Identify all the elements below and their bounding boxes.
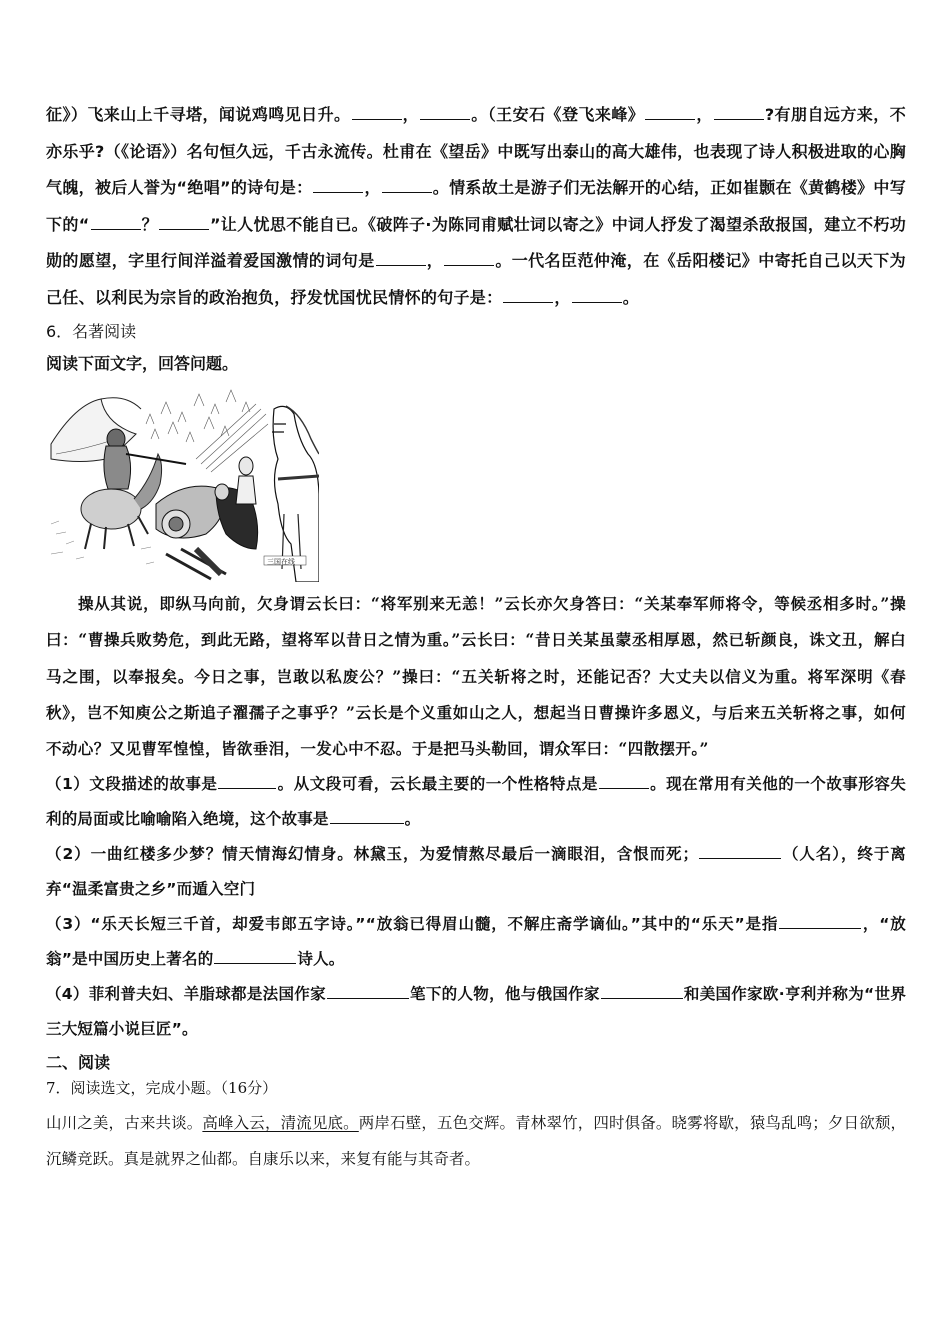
answer-blank[interactable]: [91, 214, 141, 230]
text-segment: （王安石《登飞来峰》: [487, 105, 645, 124]
text-segment: 。从文段可看，云长最主要的一个性格特点是: [277, 775, 598, 794]
section-2-title: 二、阅读: [46, 1053, 111, 1073]
answer-blank[interactable]: [503, 287, 553, 303]
answer-blank[interactable]: [572, 287, 622, 303]
answer-blank[interactable]: [714, 104, 764, 120]
text-segment: ，: [364, 178, 381, 197]
text-segment: 。: [404, 810, 421, 829]
answer-blank[interactable]: [699, 843, 781, 859]
text-segment: ，: [554, 287, 571, 307]
answer-blank[interactable]: [218, 773, 276, 789]
question-7-title: 7．阅读选文，完成小题。（16分）: [46, 1079, 278, 1098]
text-segment: 两岸石壁，五色交辉。青林翠竹，四时俱备。晓雾将歇，猿鸟乱鸣；夕日欲颓，沉鳞竞跃。真是就界之仙都。自康乐以来，来复有能与其奇者。: [46, 1114, 906, 1169]
text-segment: ?有朋自远方来，不亦乐乎?（《论语》）名句恒久远，千古永流传。杜甫在《望岳》中既写出泰山的高大雄伟，也表现了诗人积极进取的心胸气魄，被后人誉为“绝唱”的诗句是：: [46, 105, 906, 197]
text-segment: （2）一曲红楼多少梦？情天情海幻情身。林黛玉，为爱情熬尽最后一滴眼泪，含恨而死；: [46, 845, 699, 864]
text-segment: ，: [402, 105, 420, 124]
sub-question-2: [46, 837, 906, 907]
text-segment: ”让人忧思不能自已。《破阵子·为陈同甫赋壮词以寄之》中词人抒发了渴望杀敌报国，建立不朽功勋的愿望，字里行间洋溢着爱国激情的词句是: [46, 214, 906, 270]
question-6-title: 6．名著阅读: [46, 322, 137, 341]
answer-blank[interactable]: [376, 250, 426, 266]
question-6-instruction: 阅读下面文字，回答问题。: [46, 354, 239, 373]
answer-blank[interactable]: [779, 913, 861, 929]
svg-text:三国在线: 三国在线: [267, 558, 295, 566]
answer-blank[interactable]: [159, 214, 209, 230]
text-segment: （人名），终于离弃“温柔富贵之乡”而遁入空门: [46, 845, 906, 899]
text-segment: 。一代名臣范仲淹，在《岳阳楼记》中寄托自己以天下为己任、以利民为宗旨的政治抱负，抒发忧国忧民情怀的句子是：: [46, 251, 906, 307]
text-segment: 山川之美，古来共谈。: [46, 1114, 203, 1133]
classical-passage: [46, 1105, 906, 1177]
answer-blank[interactable]: [313, 177, 363, 193]
sub-question-4: [46, 977, 906, 1047]
answer-blank[interactable]: [330, 808, 404, 824]
sub-question-1: [46, 767, 906, 837]
answer-blank[interactable]: [420, 104, 470, 120]
text-segment: ，: [696, 105, 713, 124]
three-kingdoms-illustration: [46, 384, 319, 582]
poetry-fill-blank-paragraph: [46, 97, 906, 316]
text-segment: 。情系故土是游子们无法解开的心结，正如崔颢在《黄鹤楼》中写下的“: [46, 178, 906, 234]
answer-blank[interactable]: [444, 250, 494, 266]
text-segment: （3）“乐天长短三千首，却爱韦郎五字诗。”“放翁已得眉山髓，不解庄斋学谪仙。”其中的“乐天”是指: [46, 915, 779, 934]
story-passage: 操从其说，即纵马向前，欠身谓云长曰：“将军别来无恙！”云长亦欠身答曰：“关某奉军师将令，等候丞相多时。”操曰：“曹操兵败势危，到此无路，望将军以昔日之情为重。”云长曰：“昔日关某虽蒙丞相厚恩，然已斩颜良，诛文丑，解白马之围，以奉报矣。今日之事，岂敢以私废公？”操曰：“五关斩将之时，还能记否？大丈夫以信义为重。将军深明《春秋》，岂不知庾公之斯追子濯孺子之事乎？”云长是个义重如山之人，想起当日曹操许多恩义，与后来五关斩将之事，如何不动心？又见曹军惶惶，皆欲垂泪，一发心中不忍。于是把马头勒回，谓众军曰：“四散摆开。”: [46, 594, 906, 759]
illustration-drawing-icon: [46, 384, 319, 582]
text-segment: 。: [471, 105, 488, 124]
answer-blank[interactable]: [645, 104, 695, 120]
answer-blank[interactable]: [327, 983, 409, 999]
text-segment: 诗人。: [297, 950, 345, 969]
answer-blank[interactable]: [599, 773, 649, 789]
text-segment: ？: [141, 214, 158, 234]
text-segment: 征》）飞来山上千寻塔，闻说鸡鸣见日升。: [46, 105, 351, 124]
answer-blank[interactable]: [382, 177, 432, 193]
text-segment: 。现在常用有关他的一个故事形容失利的局面或比喻喻陷入绝境，这个故事是: [46, 775, 906, 829]
text-segment: 和美国作家欧·亨利并称为“世界三大短篇小说巨匠”。: [46, 985, 907, 1039]
underlined-sentence: 高峰入云，清流见底。: [202, 1114, 359, 1133]
exam-page: [46, 97, 906, 1177]
text-segment: 笔下的人物，他与俄国作家: [409, 985, 600, 1004]
text-segment: 。: [622, 287, 640, 307]
answer-blank[interactable]: [352, 104, 402, 120]
text-segment: ，: [426, 251, 444, 270]
sub-question-3: [46, 907, 906, 977]
text-segment: （4）菲利普夫妇、羊脂球都是法国作家: [46, 985, 326, 1004]
text-segment: （1）文段描述的故事是: [46, 775, 218, 794]
text-segment: ，“放翁”是中国历史上著名的: [46, 915, 906, 969]
answer-blank[interactable]: [214, 948, 296, 964]
answer-blank[interactable]: [601, 983, 683, 999]
